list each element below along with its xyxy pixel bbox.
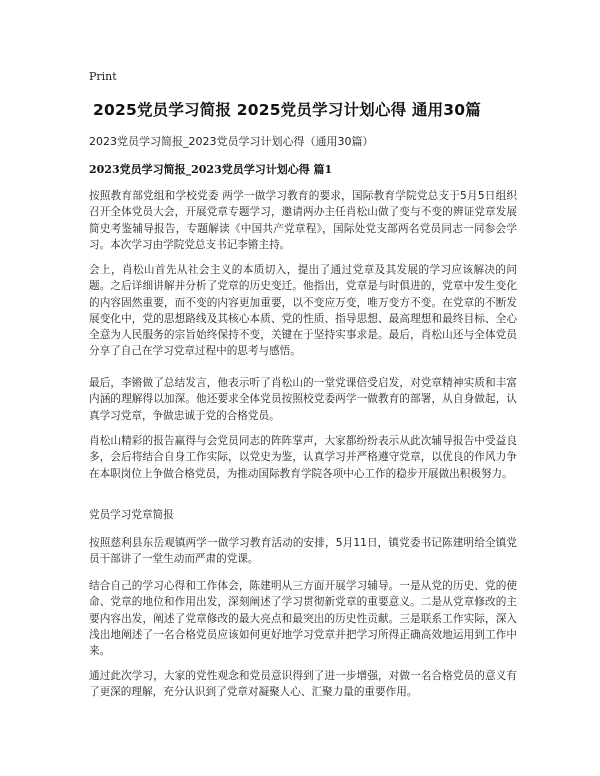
paragraph-3: 最后，李锵做了总结发言，他表示听了肖松山的一堂党课倍受启发，对党章精神实质和丰富内涵的理解得以加深。他还要求全体党员按照校党委两学一做教育的部署，从自身做起，认真学习党章，争做忠诚于党的合格党员。	[89, 377, 517, 422]
document-title: 2025党员学习简报 2025党员学习计划心得 通用30篇	[93, 101, 481, 119]
paragraph-4: 肖松山精彩的报告赢得与会党员同志的阵阵掌声，大家都纷纷表示从此次辅导报告中受益良多，会后将结合自身工作实际，以党史为鉴，认真学习并严格遵守党章，以优良的作风力争在本职岗位上争做合格党员，为推动国际教育学院各项中心工作的稳步开展做出积极努力。	[89, 435, 517, 480]
section-heading: 2023党员学习简报_2023党员学习计划心得 篇1	[89, 163, 333, 176]
paragraph-1: 按照教育部党组和学校党委 两学一做学习教育的要求，国际教育学院党总支于5月5日组织召开全体党员大会，开展党章专题学习，邀请两办主任肖松山做了变与不变的辨证党章发展简史考鉴辅导报告，专题解读《中国共产党章程》，国际处党支部两名党员同志一同参会学习。本次学习由学院党总支书记李锵主持。	[89, 190, 517, 251]
document-subtitle: 2023党员学习简报_2023党员学习计划心得（通用30篇）	[89, 135, 374, 148]
paragraph-5: 按照慈利县东岳观镇两学一做学习教育活动的安排，5月11日，镇党委书记陈建明给全镇党员干部讲了一堂生动而严肃的党课。	[89, 537, 517, 566]
paragraph-2: 会上，肖松山首先从社会主义的本质切入，提出了通过党章及其发展的学习应该解决的问题。之后详细讲解并分析了党章的历史变迁。他指出，党章是与时俱进的，党章中发生变化的内容固然重要，而不变的内容更加重要，以不变应万变，唯万变方不变。在党章的不断发展变化中，党的思想路线及其核心本质、党的性质、指导思想、最高理想和最终目标、全心全意为人民服务的宗旨始终保持不变，关键在于坚持实事求是。最后，肖松山还与全体党员分享了自己在学习党章过程中的思考与感悟。	[89, 264, 517, 358]
paragraph-7: 通过此次学习，大家的党性观念和党员意识得到了进一步增强，对做一名合格党员的意义有了更深的理解，充分认识到了党章对凝聚人心、汇聚力量的重要作用。	[89, 670, 517, 699]
subsection-heading: 党员学习党章简报	[89, 509, 174, 521]
paragraph-6: 结合自己的学习心得和工作体会，陈建明从三方面开展学习辅导。一是从党的历史、党的使命、党章的地位和作用出发，深刻阐述了学习贯彻新党章的重要意义。二是从党章修改的主要内容出发，阐述了党章修改的最大亮点和最突出的历史性贡献。三是联系工作实际，深入浅出地阐述了一名合格党员应该如何更好地学习党章并把学习所得正确高效地运用到工作中来。	[89, 580, 517, 658]
print-label[interactable]: Print	[89, 70, 117, 83]
